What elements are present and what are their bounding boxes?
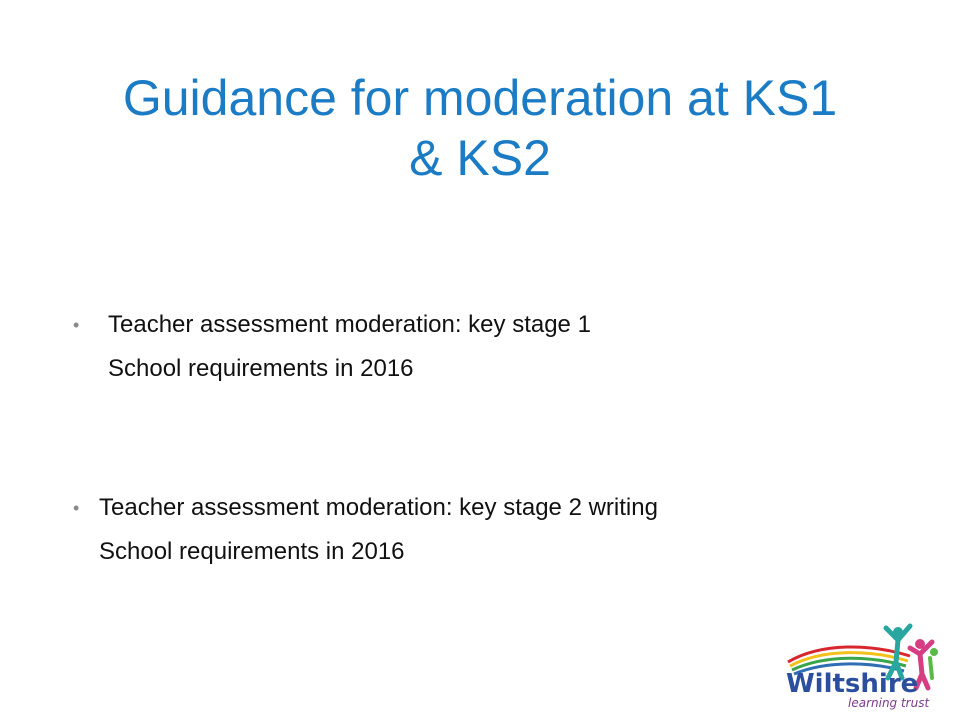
logo-wordmark: Wiltshire [786, 669, 919, 699]
bullet-item-ks1 [73, 303, 591, 391]
bullet-dot-icon: • [73, 498, 80, 518]
bullet-item-ks2 [73, 486, 658, 574]
slide-title-line-1: Guidance for moderation at KS1 [122, 70, 838, 126]
slide-title [60, 68, 900, 188]
bullet-ks2-line-1: Teacher assessment moderation: key stage 2 writing [99, 494, 658, 521]
logo-figure-green [930, 648, 938, 678]
bullet-ks2-line-2: School requirements in 2016 [99, 538, 405, 565]
bullet-ks1-line-2: School requirements in 2016 [108, 355, 414, 382]
bullet-dot-icon: • [73, 315, 80, 335]
slide-title-line-2: & KS2 [409, 130, 551, 186]
bullet-ks1-line-1: Teacher assessment moderation: key stage 1 [108, 311, 591, 338]
logo-tagline: learning trust [848, 696, 930, 710]
wiltshire-learning-trust-logo [782, 618, 942, 710]
